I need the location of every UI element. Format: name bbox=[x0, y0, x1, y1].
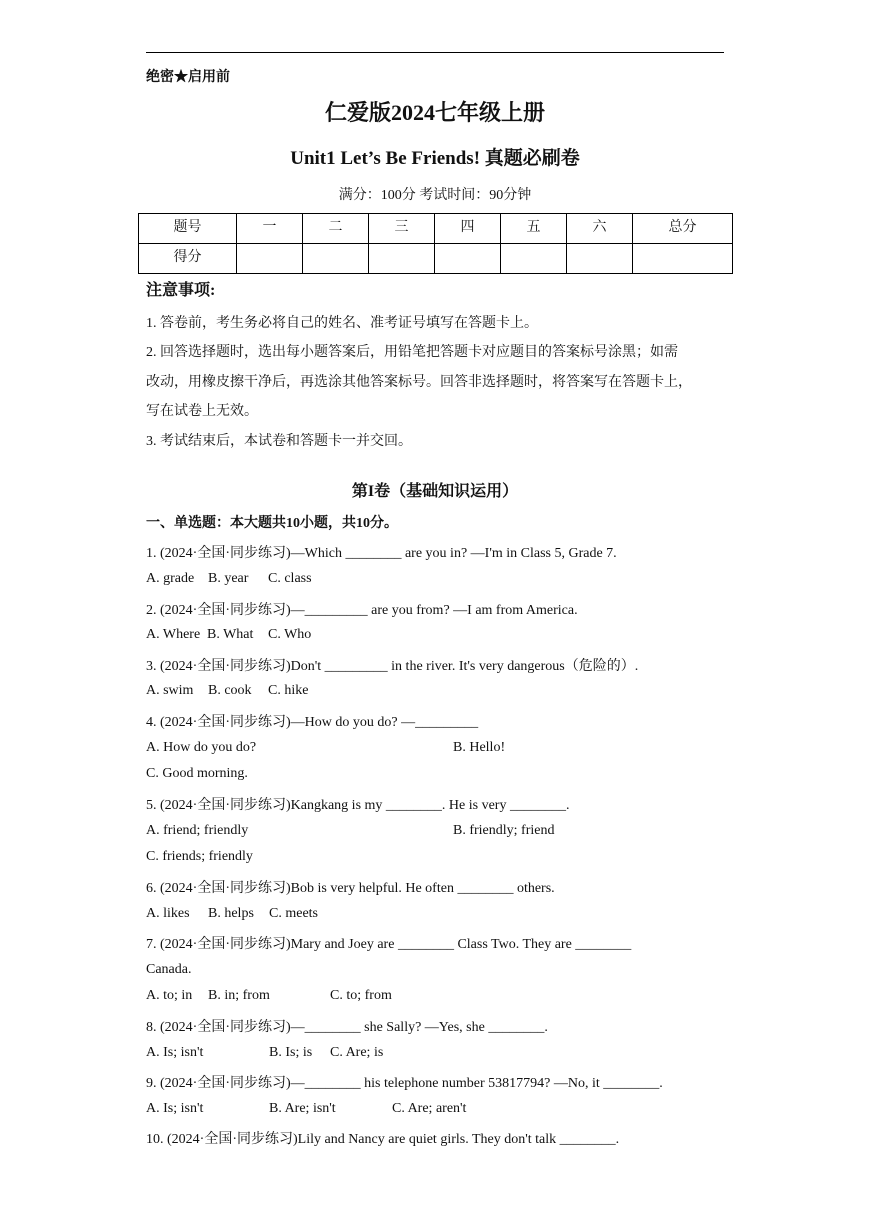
score-cell: 四 bbox=[435, 214, 501, 244]
score-cell: 得分 bbox=[139, 244, 237, 274]
question-stem: 3. (2024·全国·同步练习)Don't _________ in the river. It's very dangerous（危险的）. bbox=[146, 659, 639, 674]
option-a: A. Where bbox=[146, 627, 201, 642]
exam-subtitle: Unit1 Let’s Be Friends! 真题必刷卷 bbox=[290, 148, 580, 169]
option-b: B. in; from bbox=[208, 988, 270, 1003]
option-b: B. Is; is bbox=[269, 1045, 313, 1060]
score-input-cell bbox=[435, 244, 501, 274]
score-table bbox=[138, 213, 733, 274]
option-b: B. Are; isn't bbox=[269, 1101, 336, 1116]
question-stem: 2. (2024·全国·同步练习)—_________ are you from? —I am from America. bbox=[146, 603, 578, 618]
option-c: C. friends; friendly bbox=[146, 849, 253, 864]
notice-title: 注意事项: bbox=[146, 282, 216, 299]
option-a: A. Is; isn't bbox=[146, 1101, 204, 1116]
score-input-cell bbox=[567, 244, 633, 274]
question-stem: 10. (2024·全国·同步练习)Lily and Nancy are quiet girls. They don't talk ________. bbox=[146, 1132, 620, 1147]
option-c: C. Are; is bbox=[330, 1045, 384, 1060]
secret-label: 绝密★启用前 bbox=[146, 70, 230, 85]
section-title: 第I卷（基础知识运用） bbox=[351, 483, 519, 500]
question-stem: 7. (2024·全国·同步练习)Mary and Joey are ________ Class Two. They are ________ bbox=[146, 937, 632, 952]
option-b: B. friendly; friend bbox=[453, 823, 555, 838]
option-c: C. hike bbox=[268, 683, 309, 698]
question-stem: 5. (2024·全国·同步练习)Kangkang is my ________. He is very ________. bbox=[146, 798, 570, 813]
option-c: C. Good morning. bbox=[146, 766, 248, 781]
score-cell: 五 bbox=[501, 214, 567, 244]
part-title: 一、单选题：本大题共10小题，共10分。 bbox=[146, 516, 398, 531]
exam-meta: 满分：100分 考试时间：90分钟 bbox=[338, 188, 532, 203]
option-b: B. What bbox=[207, 627, 254, 642]
score-input-cell bbox=[501, 244, 567, 274]
option-a: A. How do you do? bbox=[146, 740, 257, 755]
score-cell: 二 bbox=[303, 214, 369, 244]
question-stem: 4. (2024·全国·同步练习)—How do you do? —_________ bbox=[146, 715, 479, 730]
option-a: A. Is; isn't bbox=[146, 1045, 204, 1060]
question-stem-continued: Canada. bbox=[146, 962, 192, 977]
score-cell: 总分 bbox=[633, 214, 733, 244]
option-b: B. Hello! bbox=[453, 740, 506, 755]
notice-line: 写在试卷上无效。 bbox=[146, 404, 258, 419]
option-c: C. Who bbox=[268, 627, 312, 642]
question-stem: 9. (2024·全国·同步练习)—________ his telephone number 53817794? —No, it ________. bbox=[146, 1076, 663, 1091]
option-a: A. friend; friendly bbox=[146, 823, 249, 838]
score-input-cell bbox=[369, 244, 435, 274]
option-b: B. cook bbox=[208, 683, 252, 698]
option-c: C. to; from bbox=[330, 988, 392, 1003]
score-cell: 三 bbox=[369, 214, 435, 244]
question-stem: 8. (2024·全国·同步练习)—________ she Sally? —Yes, she ________. bbox=[146, 1020, 548, 1035]
option-c: C. meets bbox=[269, 906, 318, 921]
notice-line: 2. 回答选择题时，选出每小题答案后，用铅笔把答题卡对应题目的答案标号涂黑；如需 bbox=[146, 345, 678, 360]
notice-line: 1. 答卷前，考生务必将自己的姓名、准考证号填写在答题卡上。 bbox=[146, 316, 538, 331]
option-c: C. Are; aren't bbox=[392, 1101, 467, 1116]
score-cell: 六 bbox=[567, 214, 633, 244]
option-a: A. likes bbox=[146, 906, 190, 921]
notice-line: 3. 考试结束后，本试卷和答题卡一并交回。 bbox=[146, 434, 412, 449]
option-b: B. helps bbox=[208, 906, 254, 921]
option-c: C. class bbox=[268, 571, 312, 586]
notice-line: 改动，用橡皮擦干净后，再选涂其他答案标号。回答非选择题时，将答案写在答题卡上， bbox=[146, 375, 692, 390]
question-stem: 1. (2024·全国·同步练习)—Which ________ are you in? —I'm in Class 5, Grade 7. bbox=[146, 546, 617, 561]
score-cell: 题号 bbox=[139, 214, 237, 244]
score-table-score-row bbox=[139, 244, 733, 274]
score-cell: 一 bbox=[237, 214, 303, 244]
header-rule bbox=[146, 52, 724, 53]
option-b: B. year bbox=[208, 571, 249, 586]
option-a: A. to; in bbox=[146, 988, 193, 1003]
question-stem: 6. (2024·全国·同步练习)Bob is very helpful. He often ________ others. bbox=[146, 881, 555, 896]
score-input-cell bbox=[237, 244, 303, 274]
option-a: A. swim bbox=[146, 683, 194, 698]
score-input-cell bbox=[303, 244, 369, 274]
score-table-header-row bbox=[139, 214, 733, 244]
score-input-cell bbox=[633, 244, 733, 274]
exam-title: 仁爱版2024七年级上册 bbox=[324, 100, 545, 125]
option-a: A. grade bbox=[146, 571, 195, 586]
